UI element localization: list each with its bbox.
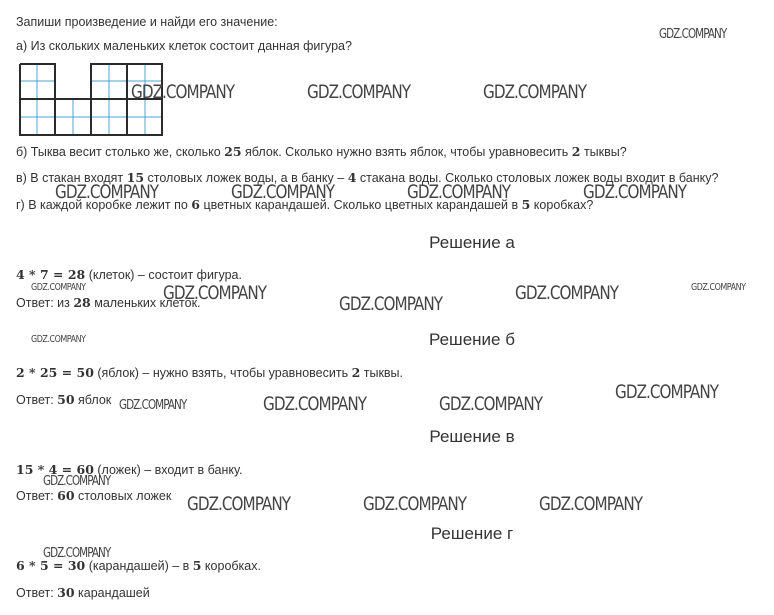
watermark: GDZ.COMPANY: [31, 282, 86, 293]
solution-d-expression: 6 * 5 = 30 (карандашей) – в 5 коробках.: [16, 558, 261, 573]
solution-c-answer: Ответ: 60 столовых ложек: [16, 488, 172, 503]
watermark: GDZ.COMPANY: [43, 474, 111, 489]
task-b: б) Тыква весит столько же, сколько 25 яблок. Сколько нужно взять яблок, чтобы уравновесить 2 тыквы?: [16, 144, 627, 159]
watermark: GDZ.COMPANY: [131, 81, 235, 103]
solution-c-heading: Решение в: [429, 427, 515, 446]
solution-a-expression: 4 * 7 = 28 (клеток) – состоит фигура.: [16, 267, 242, 282]
watermark: GDZ.COMPANY: [407, 181, 511, 203]
watermark: GDZ.COMPANY: [615, 381, 719, 403]
watermark: GDZ.COMPANY: [163, 282, 267, 304]
solution-d-heading: Решение г: [430, 524, 514, 543]
watermark: GDZ.COMPANY: [483, 81, 587, 103]
watermark: GDZ.COMPANY: [539, 493, 643, 515]
watermark: GDZ.COMPANY: [439, 393, 543, 415]
watermark: GDZ.COMPANY: [363, 493, 467, 515]
solution-a-answer: Ответ: из 28 маленьких клеток.: [16, 295, 201, 310]
watermark: GDZ.COMPANY: [583, 181, 687, 203]
watermark: GDZ.COMPANY: [515, 282, 619, 304]
watermark: GDZ.COMPANY: [43, 546, 111, 561]
watermark: GDZ.COMPANY: [307, 81, 411, 103]
watermark: GDZ.COMPANY: [187, 493, 291, 515]
solution-b-answer: Ответ: 50 яблок: [16, 392, 112, 407]
solution-a-heading: Решение а: [429, 233, 515, 252]
watermark: GDZ.COMPANY: [31, 334, 86, 345]
solution-b-expression: 2 * 25 = 50 (яблок) – нужно взять, чтобы уравновесить 2 тыквы.: [16, 365, 404, 380]
watermark: GDZ.COMPANY: [119, 398, 187, 413]
watermark: GDZ.COMPANY: [263, 393, 367, 415]
watermark: GDZ.COMPANY: [659, 27, 727, 42]
watermark: GDZ.COMPANY: [691, 282, 746, 293]
task-d: г) В каждой коробке лежит по 6 цветных карандашей. Сколько цветных карандашей в 5 коробках?: [16, 197, 594, 212]
solution-c-expression: 15 * 4 = 60 (ложек) – входит в банку.: [16, 462, 243, 477]
solution-b-heading: Решение б: [429, 330, 515, 349]
watermark: GDZ.COMPANY: [55, 181, 159, 203]
watermark: GDZ.COMPANY: [339, 293, 443, 315]
task-c: в) В стакан входят 15 столовых ложек воды, а в банку – 4 стакана воды. Сколько столовых ложек воды входит в банку?: [16, 170, 719, 185]
solution-d-answer: Ответ: 30 карандашей: [16, 585, 150, 600]
task-title: Запиши произведение и найди его значение:: [16, 15, 278, 29]
task-a: а) Из скольких маленьких клеток состоит данная фигура?: [16, 39, 352, 53]
watermark: GDZ.COMPANY: [231, 181, 335, 203]
